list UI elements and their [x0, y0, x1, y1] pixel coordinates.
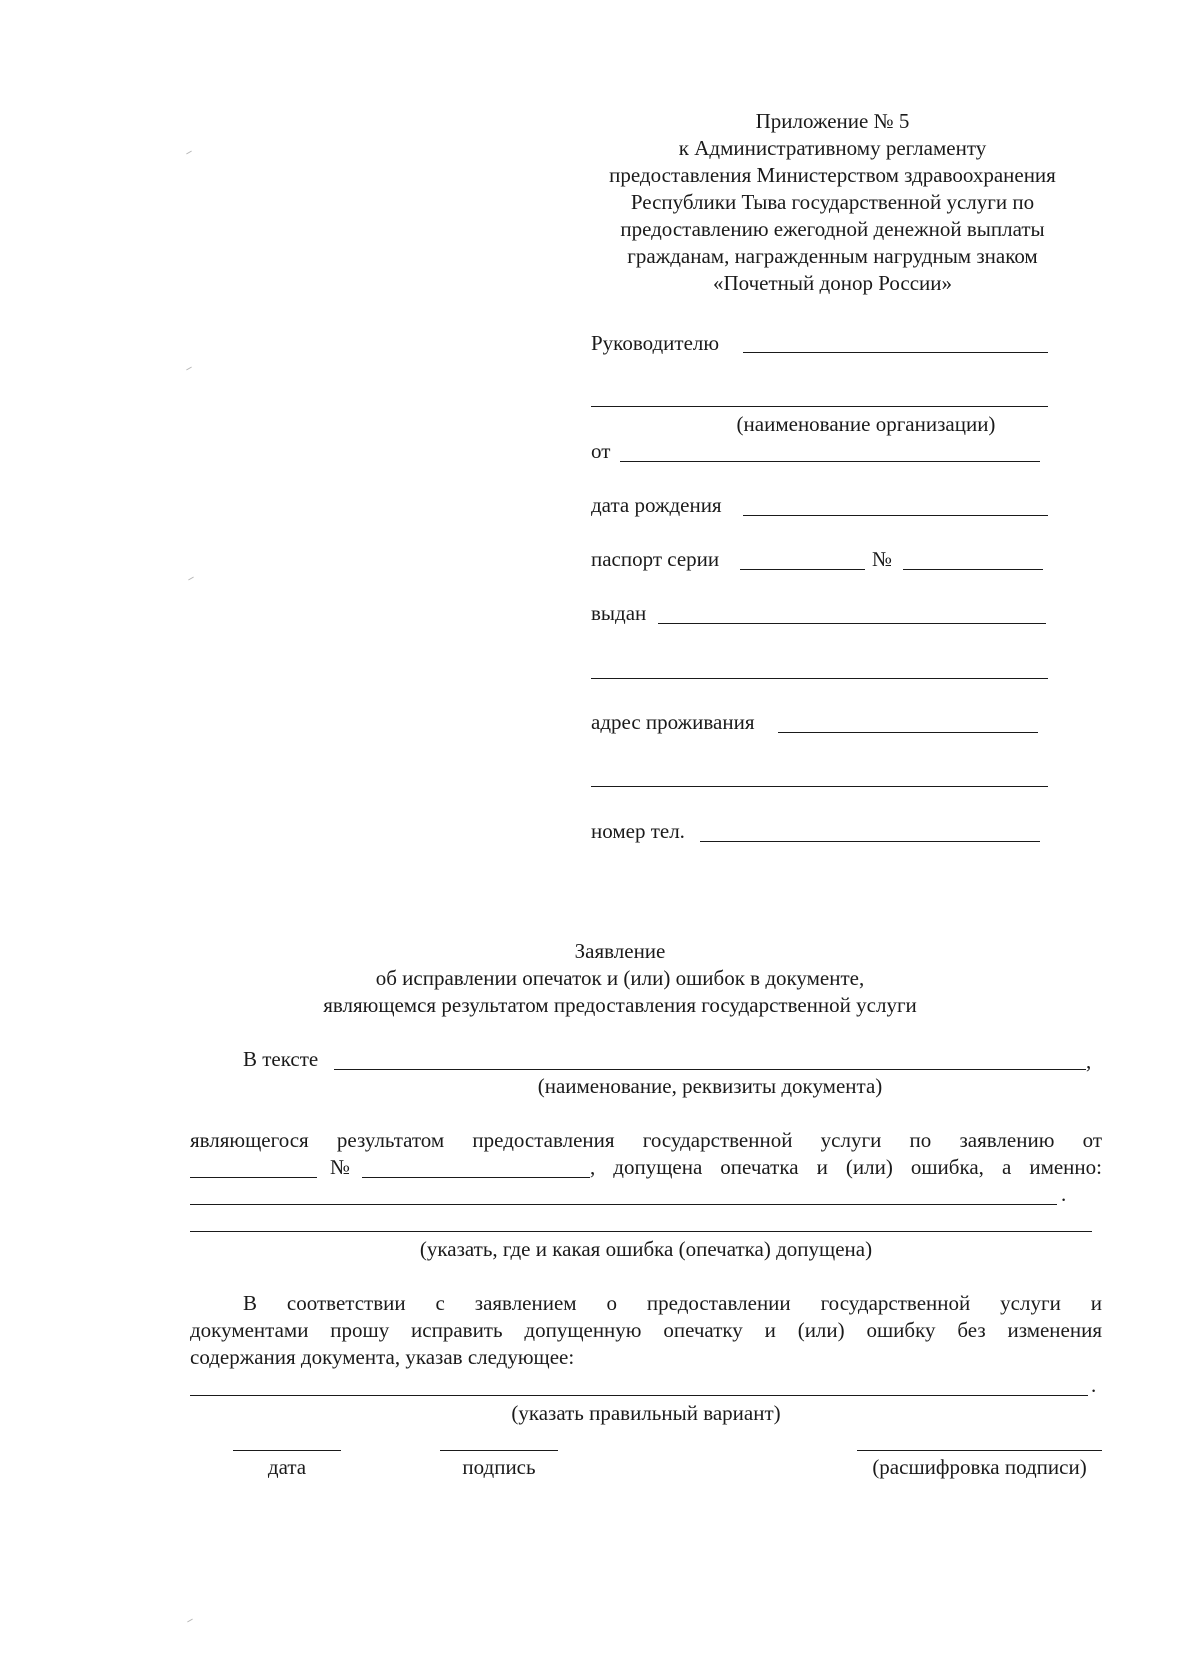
paragraph-1-line-1: являющегося результатом предоставления государственной услуги по заявлению от	[190, 1128, 1102, 1152]
signature-caption: подпись	[462, 1455, 536, 1479]
issued-by-field-continued[interactable]	[591, 678, 1048, 679]
appendix-line: гражданам, награжденным нагрудным знаком	[627, 244, 1038, 268]
address-field[interactable]	[778, 732, 1038, 733]
appendix-line: Республики Тыва государственной услуги по	[630, 190, 1035, 214]
issued-label: выдан	[591, 601, 647, 625]
date-caption: дата	[267, 1455, 307, 1479]
paragraph-1-line-2-tail: , допущена опечатка и (или) ошибка, а именно:	[590, 1155, 1102, 1179]
appendix-line: Приложение № 5	[755, 109, 910, 133]
head-name-field[interactable]	[743, 352, 1048, 353]
issued-by-field[interactable]	[658, 623, 1046, 624]
document-details-field[interactable]	[334, 1069, 1086, 1070]
statement-subtitle: об исправлении опечаток и (или) ошибок в документе,	[375, 966, 865, 990]
paragraph-2-line-2: документами прошу исправить допущенную опечатку и (или) ошибку без изменения	[190, 1318, 1102, 1342]
error-caption: (указать, где и какая ошибка (опечатка) допущена)	[419, 1237, 873, 1261]
birth-date-field[interactable]	[743, 515, 1048, 516]
application-number-field[interactable]	[362, 1177, 590, 1178]
appendix-line: предоставлению ежегодной денежной выплаты	[620, 217, 1045, 241]
head-label: Руководителю	[591, 331, 720, 355]
scan-speck	[186, 151, 192, 155]
address-field-continued[interactable]	[591, 786, 1048, 787]
document-details-caption: (наименование, реквизиты документа)	[537, 1074, 883, 1098]
appendix-line: «Почетный донор России»	[713, 271, 952, 295]
paragraph-2-line-3: содержания документа, указав следующее:	[190, 1345, 575, 1369]
correct-variant-field[interactable]	[190, 1395, 1088, 1396]
paragraph-2-line-1: В соответствии с заявлением о предоставлении государственной услуги и	[243, 1291, 1102, 1315]
signature-field[interactable]	[440, 1450, 558, 1451]
appendix-line: предоставления Министерством здравоохранения	[609, 163, 1056, 187]
period: .	[1061, 1182, 1067, 1206]
passport-number-sign: №	[872, 547, 893, 571]
passport-series-field[interactable]	[740, 569, 865, 570]
passport-number-field[interactable]	[903, 569, 1043, 570]
statement-title: Заявление	[574, 939, 666, 963]
date-field[interactable]	[233, 1450, 341, 1451]
comma: ,	[1086, 1049, 1092, 1073]
period: .	[1091, 1373, 1097, 1397]
from-field[interactable]	[620, 461, 1040, 462]
organization-field[interactable]	[591, 406, 1048, 407]
application-date-field[interactable]	[190, 1177, 317, 1178]
passport-series-label: паспорт серии	[591, 547, 720, 571]
in-text-label: В тексте	[243, 1047, 319, 1071]
birth-date-label: дата рождения	[591, 493, 722, 517]
phone-field[interactable]	[700, 841, 1040, 842]
address-label: адрес проживания	[591, 710, 755, 734]
application-number-sign: №	[330, 1155, 351, 1179]
statement-subtitle: являющемся результатом предоставления государственной услуги	[323, 993, 917, 1017]
scan-speck	[187, 1619, 193, 1623]
organization-caption: (наименование организации)	[736, 412, 996, 436]
appendix-line: к Административному регламенту	[678, 136, 987, 160]
from-label: от	[591, 439, 611, 463]
scan-speck	[186, 367, 192, 371]
signature-decoding-field[interactable]	[857, 1450, 1102, 1451]
phone-label: номер тел.	[591, 819, 685, 843]
error-description-field[interactable]	[190, 1204, 1057, 1205]
error-description-field-continued[interactable]	[190, 1231, 1092, 1232]
signature-decoding-caption: (расшифровка подписи)	[872, 1455, 1087, 1479]
scan-speck	[188, 577, 194, 581]
correct-variant-caption: (указать правильный вариант)	[511, 1401, 781, 1425]
